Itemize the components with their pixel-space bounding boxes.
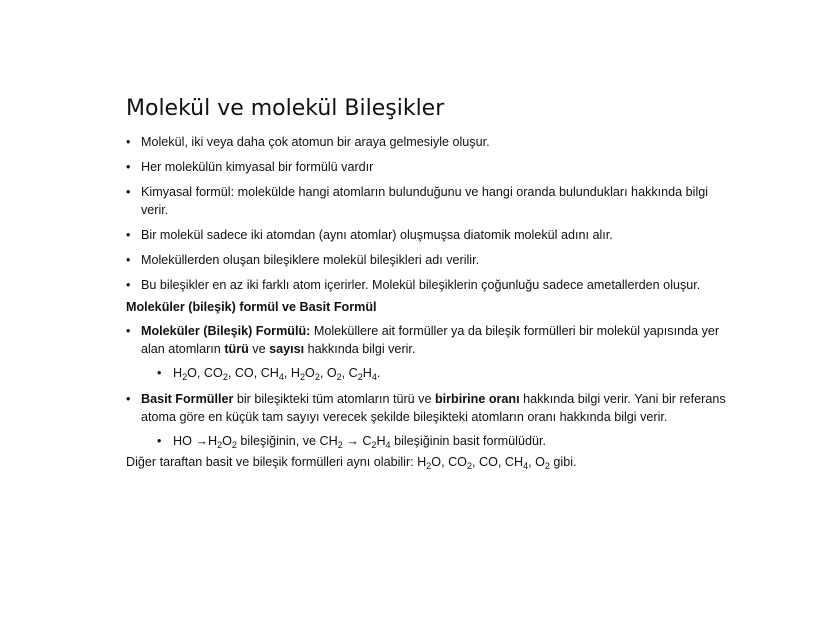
- simple-formula-example: [126, 432, 726, 450]
- section-heading: Moleküler (bileşik) formül ve Basit Formül: [126, 300, 377, 314]
- bullet-dot: •: [157, 434, 162, 448]
- bullet-item-molecular-formula: [126, 322, 726, 358]
- bullet-item: [126, 158, 726, 176]
- bullet-text: Her molekülün kimyasal bir formülü vardır: [141, 160, 374, 174]
- bullet-item: [126, 226, 726, 244]
- bullet-dot: •: [126, 392, 131, 406]
- bullet-text: Bir molekül sadece iki atomdan (aynı atomlar) oluşmuşsa diatomik molekül adını alır.: [141, 228, 613, 242]
- bullet-text: Moleküllerden oluşan bileşiklere molekül bileşikleri adı verilir.: [141, 253, 480, 267]
- bullet-text: Basit Formüller bir bileşikteki tüm atomların türü ve birbirine oranı hakkında bilgi verir. Yani bir referans atoma göre en küçük tam sayıyı verecek şekilde bileşikteki atomların oranı hakkında bilgi verir.: [141, 392, 726, 424]
- bullet-dot: •: [126, 228, 131, 242]
- bullet-item: [126, 133, 726, 151]
- bullet-text: Kimyasal formül: molekülde hangi atomların bulunduğunu ve hangi oranda bulundukları hakkında bilgi verir.: [141, 185, 709, 217]
- bullet-text: Moleküler (Bileşik) Formülü: Moleküllere ait formüller ya da bileşik formülleri bir molekül yapısında yer alan atomların türü ve sayısı hakkında bilgi verir.: [141, 324, 720, 356]
- bullet-item-simple-formula: [126, 390, 726, 426]
- slide-title: Molekül ve molekül Bileşikler: [126, 96, 445, 121]
- bullet-text: Bu bileşikler en az iki farklı atom içerirler. Molekül bileşiklerin çoğunluğu sadece ametallerden oluşur.: [141, 278, 701, 292]
- bullet-item: [126, 251, 726, 269]
- bullet-dot: •: [126, 135, 131, 149]
- bullet-dot: •: [126, 278, 131, 292]
- arrow-icon: →: [195, 434, 208, 448]
- bullet-dot: •: [157, 366, 162, 380]
- bullet-item: [126, 183, 726, 219]
- slide-content: [126, 133, 726, 471]
- bullet-dot: •: [126, 324, 131, 338]
- bullet-text: Molekül, iki veya daha çok atomun bir araya gelmesiyle oluşur.: [141, 135, 490, 149]
- closing-line: Diğer taraftan basit ve bileşik formülleri aynı olabilir: $H_2O$, $CO_2$, CO, $CH_4$, $O_2$ gibi.: [126, 455, 577, 471]
- formula-examples: [126, 364, 726, 382]
- bullet-item: [126, 276, 726, 294]
- bullet-dot: •: [126, 185, 131, 199]
- arrow-icon: →: [346, 434, 359, 448]
- bullet-dot: •: [126, 253, 131, 267]
- bullet-dot: •: [126, 160, 131, 174]
- formula-list: $H_2O$, $CO_2$, CO, $CH_4$, $H_2O_2$, $O_2$, $C_2H_4$.: [173, 366, 381, 382]
- example-text: HO $\to H_2O_2$ bileşiğinin, ve $CH_2 \to C_2H_4$ bileşiğinin basit formülüdür.: [173, 434, 546, 450]
